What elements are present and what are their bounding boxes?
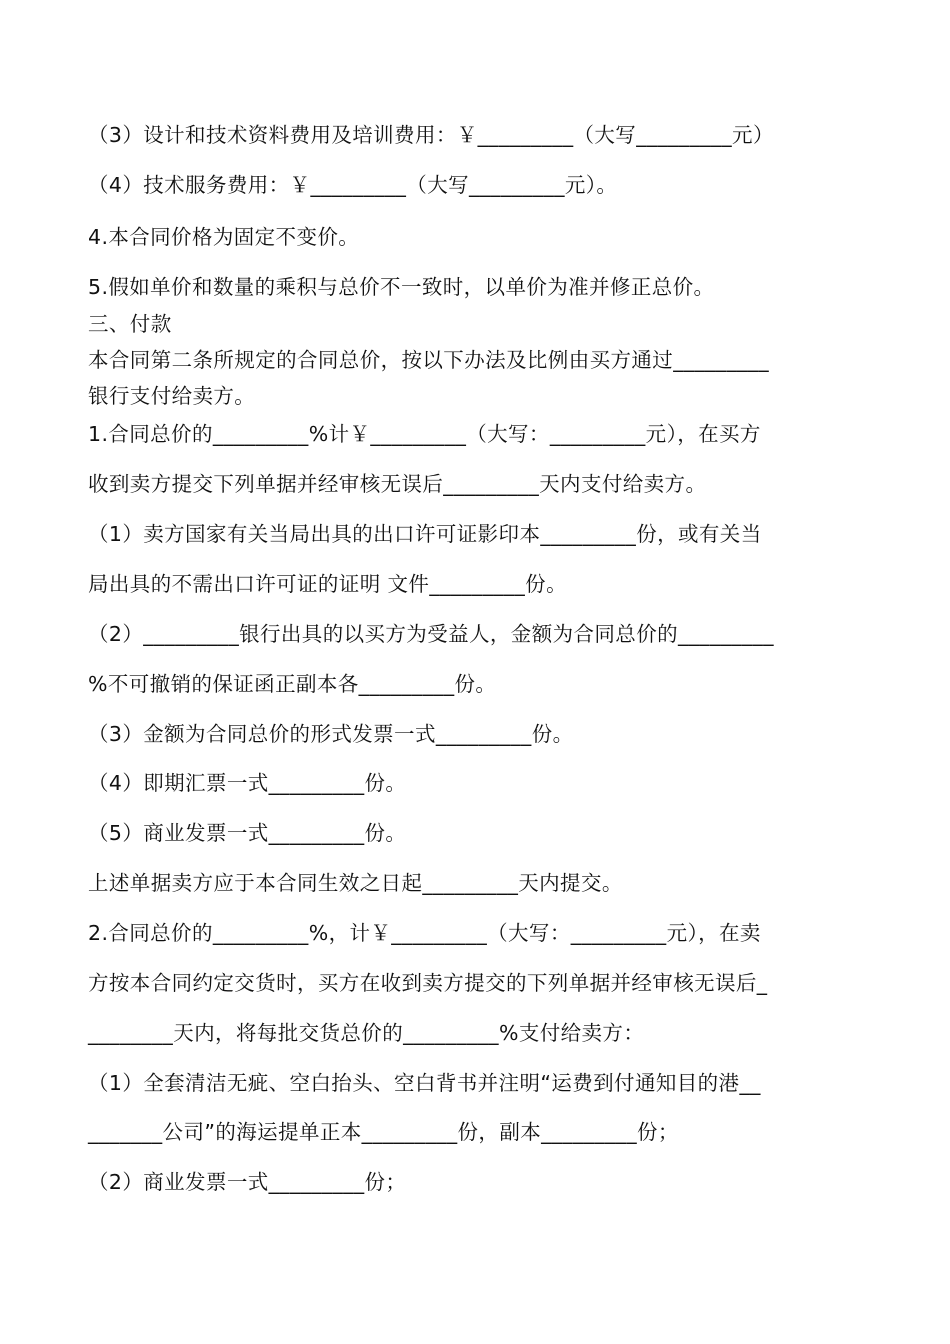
text-line-9: 收到卖方提交下列单据并经审核无误后_________天内支付给卖方。 <box>88 472 707 496</box>
text-line-6: 本合同第二条所规定的合同总价，按以下办法及比例由买方通过_________ <box>88 348 770 372</box>
text-line-8: 1.合同总价的_________%计￥_________（大写：_________元），在买方 <box>88 422 761 446</box>
text-line-18: 2.合同总价的_________%，计￥_________（大写：_________元），在卖 <box>88 921 761 945</box>
text-line-11: 局出具的不需出口许可证的证明 文件_________份。 <box>88 572 567 596</box>
text-line-22: _______公司”的海运提单正本_________份，副本_________份； <box>88 1120 679 1144</box>
text-line-10: （1）卖方国家有关当局出具的出口许可证影印本_________份，或有关当 <box>88 522 762 546</box>
text-line-17: 上述单据卖方应于本合同生效之日起_________天内提交。 <box>88 871 623 895</box>
text-line-16: （5）商业发票一式_________份。 <box>88 821 407 845</box>
text-line-12: （2）_________银行出具的以买方为受益人，金额为合同总价的_________ <box>88 622 774 646</box>
text-line-3: 4.本合同价格为固定不变价。 <box>88 225 360 249</box>
text-line-13: %不可撤销的保证函正副本各_________份。 <box>88 672 497 696</box>
text-line-1: （3）设计和技术资料费用及培训费用：￥_________（大写_________元） <box>88 123 774 147</box>
text-line-4: 5.假如单价和数量的乘积与总价不一致时，以单价为准并修正总价。 <box>88 275 715 299</box>
section-heading-payment: 三、付款 <box>88 312 172 336</box>
text-line-23: （2）商业发票一式_________份； <box>88 1170 407 1194</box>
text-line-14: （3）金额为合同总价的形式发票一式_________份。 <box>88 722 574 746</box>
text-line-21: （1）全套清洁无疵、空白抬头、空白背书并注明“运费到付通知目的港__ <box>88 1071 761 1095</box>
text-line-15: （4）即期汇票一式_________份。 <box>88 771 407 795</box>
text-line-7: 银行支付给卖方。 <box>88 384 256 408</box>
text-line-19: 方按本合同约定交货时，买方在收到卖方提交的下列单据并经审核无误后_ <box>88 971 768 995</box>
text-line-2: （4）技术服务费用：￥_________（大写_________元）。 <box>88 173 618 197</box>
text-line-20: ________天内，将每批交货总价的_________%支付给卖方： <box>88 1021 645 1045</box>
